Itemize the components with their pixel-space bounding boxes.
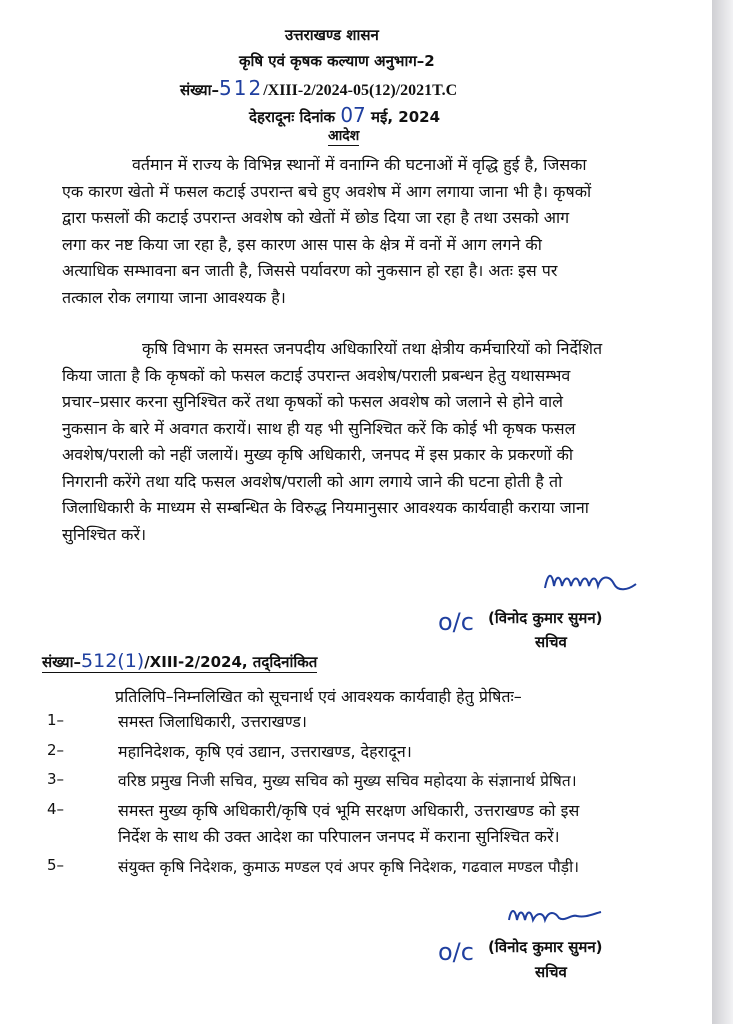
copy-intro: प्रतिलिपि–निम्नलिखित को सूचनार्थ एवं आवश्यक कार्यवाही हेतु प्रेषितः– xyxy=(115,687,522,706)
list-item-num: 3– xyxy=(47,770,65,788)
page-edge-shadow xyxy=(712,0,733,1024)
copy-number-suffix: /XIII-2/2024, तद्‌दिनांकित xyxy=(144,653,318,671)
signature-2-scribble xyxy=(505,900,605,934)
copy-number-handwritten: 512(1) xyxy=(81,650,145,672)
signature-1-designation: सचिव xyxy=(535,633,567,651)
list-item-text: समस्त मुख्य कृषि अधिकारी/कृषि एवं भूमि सरक्षण अधिकारी, उत्तराखण्ड को इस xyxy=(118,801,580,820)
paragraph-line: अत्याधिक सम्भावना बन जाती है, जिससे पर्यावरण को नुकसान हो रहा है। अतः इस पर xyxy=(62,261,558,280)
order-title: आदेश xyxy=(328,128,360,144)
order-number-prefix: संख्या– xyxy=(180,81,220,99)
order-date xyxy=(249,103,440,127)
paragraph-line: नुकसान के बारे में अवगत करायें। साथ ही यह भी सुनिश्चित करें कि कोई भी कृषक फसल xyxy=(62,418,576,438)
signature-1-initials: o/c xyxy=(438,608,474,636)
order-number xyxy=(180,76,457,100)
signature-2-designation: सचिव xyxy=(535,963,567,981)
order-number-suffix: /XIII-2/2024-05(12)/2021T.C xyxy=(263,82,458,99)
list-item-num: 5– xyxy=(47,856,65,874)
paragraph-line: अवशेष/पराली को नहीं जलायें। मुख्य कृषि अधिकारी, जनपद में इस प्रकार के प्रकरणों की xyxy=(62,445,574,464)
paragraph-2 xyxy=(62,336,602,548)
list-item-num: 1– xyxy=(47,711,65,729)
list-item-num: 4– xyxy=(47,800,65,818)
paragraph-line: कृषि विभाग के समस्त जनपदीय अधिकारियों तथा क्षेत्रीय कर्मचारियों को निर्देशित xyxy=(142,339,603,358)
paragraph-line: लगा कर नष्ट किया जा रहा है, इस कारण आस पास के क्षेत्र में वनों में आग लगने की xyxy=(62,234,542,254)
paragraph-line: प्रचार–प्रसार करना सुनिश्चित करें तथा कृषकों को फसल अवशेष को जलाने से होने वाले xyxy=(62,392,563,411)
header-department: कृषि एवं कृषक कल्याण अनुभाग–2 xyxy=(239,52,435,70)
signature-2-name: (विनोद कुमार सुमन) xyxy=(488,938,603,956)
paragraph-line: वर्तमान में राज्य के विभिन्न स्थानों में वनाग्नि की घटनाओं में वृद्धि हुई है, जिसका xyxy=(132,155,587,174)
paragraph-line: जिलाधिकारी के माध्यम से सम्बन्धित के विरुद्ध नियमानुसार आवश्यक कार्यवाही कराया जाना xyxy=(62,498,589,517)
list-item-text: संयुक्त कृषि निदेशक, कुमाऊ मण्डल एवं अपर कृषि निदेशक, गढवाल मण्डल पौड़ी। xyxy=(118,858,579,876)
copy-number xyxy=(42,650,317,673)
header-government: उत्तराखण्ड शासन xyxy=(285,26,379,44)
list-item-text: समस्त जिलाधिकारी, उत्तराखण्ड। xyxy=(118,712,307,731)
signature-2-initials: o/c xyxy=(438,938,474,966)
paragraph-line: निगरानी करेंगे तथा यदि फसल अवशेष/पराली को आग लगाये जाने की घटना होती है तो xyxy=(62,471,563,491)
order-number-handwritten: 512 xyxy=(219,76,264,100)
copy-number-prefix: संख्या– xyxy=(42,653,82,671)
paragraph-line: तत्काल रोक लगाया जाना आवश्यक है। xyxy=(62,287,286,307)
paragraph-line: द्वारा फसलों की कटाई उपरान्त अवशेष को खेतों में छोड दिया जा रहा है तथा उसको आग xyxy=(62,208,570,227)
list-item-text: वरिष्ठ प्रमुख निजी सचिव, मुख्य सचिव को मुख्य सचिव महोदया के संज्ञानार्थ प्रेषित। xyxy=(118,772,577,790)
paragraph-line: एक कारण खेतो में फसल कटाई उपरान्त बचे हुए अवशेष में आग लगाया जाना भी है। कृषकों xyxy=(62,181,592,201)
signature-1-scribble xyxy=(540,562,640,602)
list-item-num: 2– xyxy=(47,741,65,759)
paragraph-line: सुनिश्चित करें। xyxy=(62,524,147,544)
date-suffix: मई, 2024 xyxy=(371,108,441,126)
date-prefix: देहरादूनः दिनांक xyxy=(249,108,336,126)
list-item-text: महानिदेशक, कृषि एवं उद्यान, उत्तराखण्ड, देहरादून। xyxy=(118,742,412,761)
paragraph-line: किया जाता है कि कृषकों को फसल कटाई उपरान्त अवशेष/पराली प्रबन्धन हेतु यथासम्भव xyxy=(62,365,571,385)
list-item-text-continued: निर्देश के साथ की उक्त आदेश का परिपालन जनपद में कराना सुनिश्चित करें। xyxy=(118,827,560,846)
signature-1-name: (विनोद कुमार सुमन) xyxy=(488,609,603,627)
date-handwritten: 07 xyxy=(340,103,366,127)
paragraph-1 xyxy=(62,152,591,311)
